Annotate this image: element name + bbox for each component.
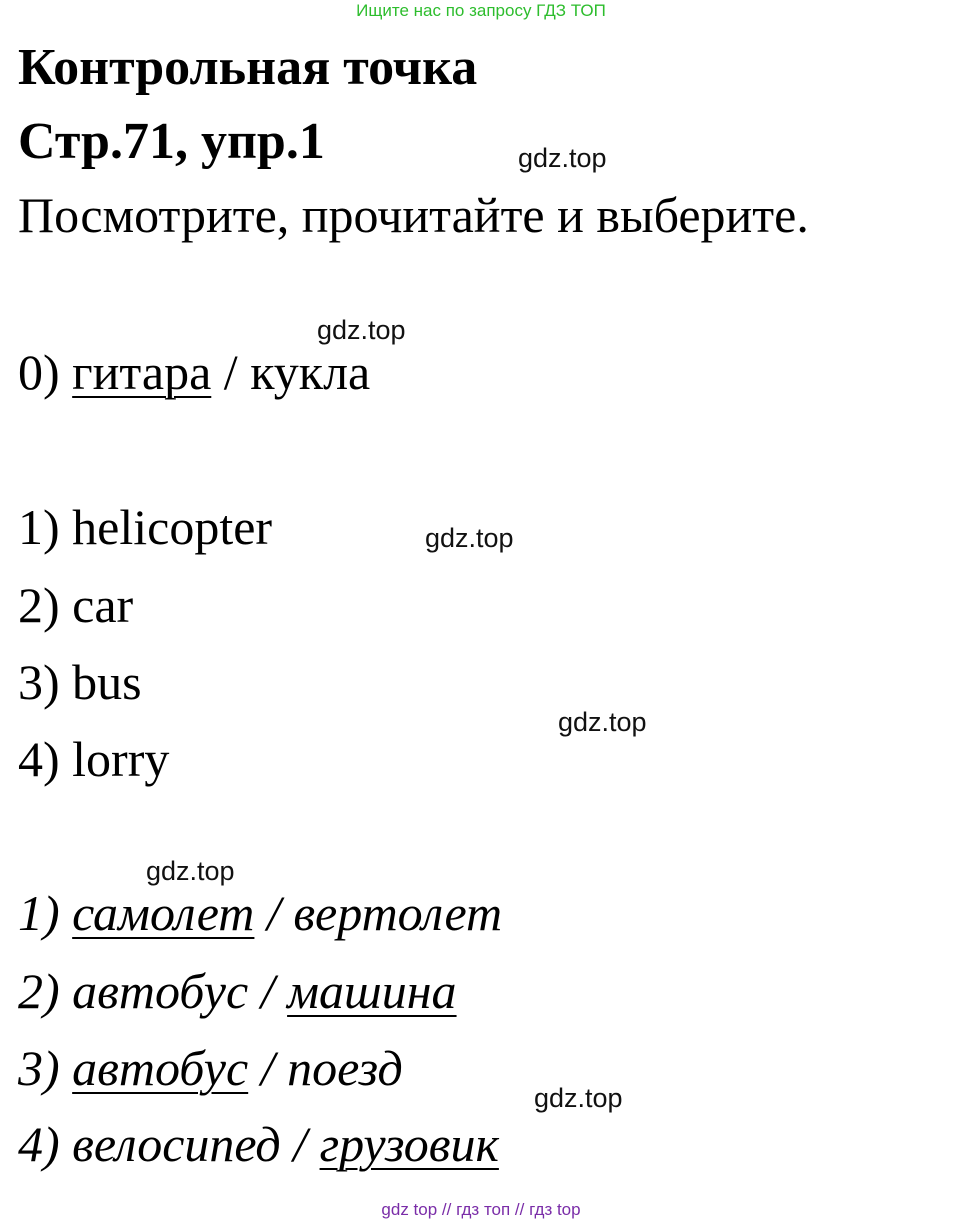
word-text: bus — [72, 654, 142, 710]
answer-other-word: автобус — [72, 963, 249, 1019]
word-number: 2) — [18, 577, 60, 633]
separator: / — [260, 963, 275, 1019]
answer-other-word: вертолет — [293, 885, 503, 941]
word-text: car — [72, 577, 134, 633]
separator: / — [223, 344, 238, 400]
example-row — [18, 343, 370, 401]
word-number: 4) — [18, 731, 60, 787]
word-number: 3) — [18, 654, 60, 710]
answer-row — [18, 1039, 403, 1097]
answer-other-word: велосипед — [72, 1116, 281, 1172]
answer-chosen-word: самолет — [72, 885, 255, 941]
top-banner[interactable]: Ищите нас по запросу ГДЗ ТОП — [356, 1, 606, 20]
answer-row — [18, 1115, 499, 1173]
example-chosen-word: гитара — [72, 344, 212, 400]
word-item — [18, 576, 133, 634]
page-title: Контрольная точка — [18, 39, 478, 96]
answer-number: 4) — [18, 1116, 60, 1172]
answer-chosen-word: грузовик — [319, 1116, 499, 1172]
word-item — [18, 653, 142, 711]
answer-number: 1) — [18, 885, 60, 941]
instruction-text: Посмотрите, прочитайте и выберите. — [18, 187, 809, 243]
example-other-word: кукла — [250, 344, 371, 400]
answer-row — [18, 884, 502, 942]
watermark: gdz.top — [558, 707, 647, 737]
watermark: gdz.top — [425, 523, 514, 553]
exercise-reference: Стр.71, упр.1 — [18, 113, 325, 170]
answer-row — [18, 962, 457, 1020]
word-item — [18, 498, 272, 556]
word-number: 1) — [18, 499, 60, 555]
answer-other-word: поезд — [287, 1040, 403, 1096]
example-number: 0) — [18, 344, 60, 400]
watermark: gdz.top — [534, 1083, 623, 1113]
word-text: helicopter — [72, 499, 273, 555]
footer-links[interactable]: gdz top // гдз топ // гдз top — [381, 1200, 581, 1219]
answer-number: 2) — [18, 963, 60, 1019]
word-item — [18, 730, 169, 788]
separator: / — [260, 1040, 275, 1096]
answer-chosen-word: машина — [287, 963, 457, 1019]
answer-number: 3) — [18, 1040, 60, 1096]
answer-chosen-word: автобус — [72, 1040, 249, 1096]
watermark: gdz.top — [317, 315, 406, 345]
separator: / — [266, 885, 281, 941]
watermark: gdz.top — [146, 856, 235, 886]
watermark: gdz.top — [518, 143, 607, 173]
word-text: lorry — [72, 731, 170, 787]
separator: / — [293, 1116, 308, 1172]
